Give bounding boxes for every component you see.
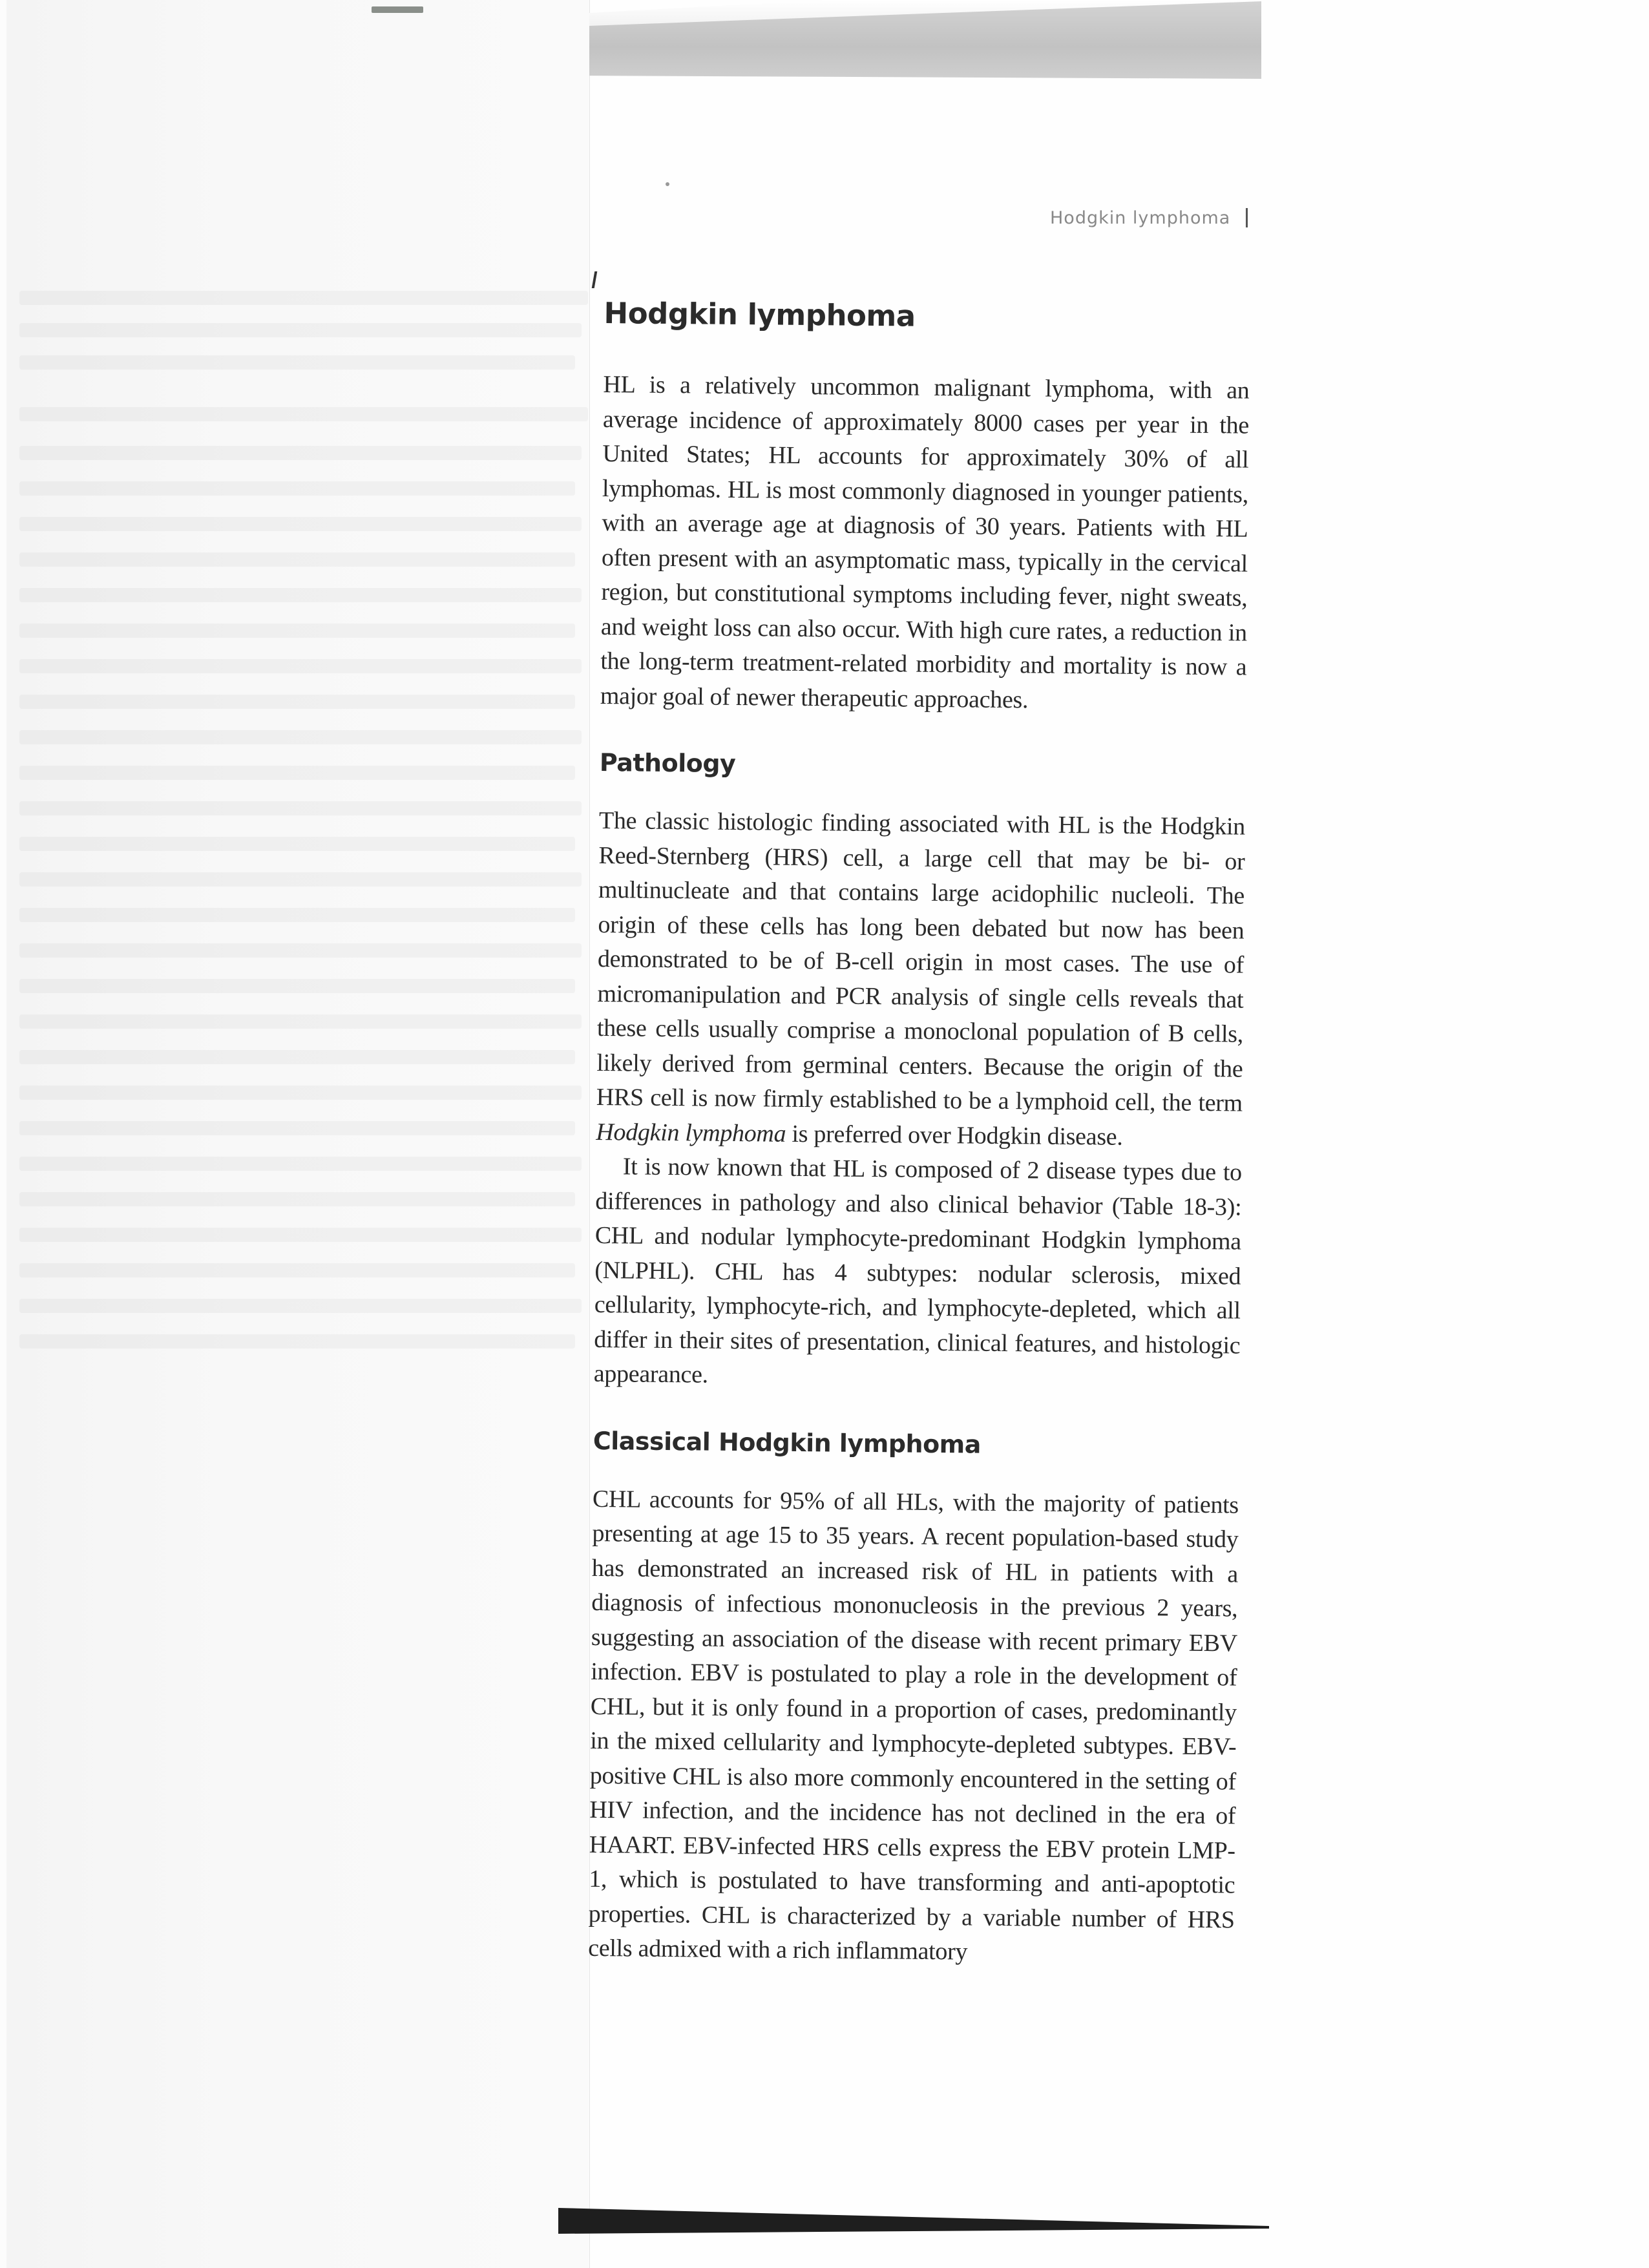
faded-text-line xyxy=(19,695,575,709)
faded-text-line xyxy=(19,1157,582,1171)
text-column xyxy=(588,284,1250,1972)
faded-text-line xyxy=(19,481,575,496)
faded-text-line xyxy=(19,1014,582,1029)
pathology-text-1b: is preferred over Hodgkin disease. xyxy=(786,1120,1123,1151)
faded-text-line xyxy=(19,1086,582,1100)
faded-text-line xyxy=(19,837,575,851)
faded-text-line xyxy=(19,1299,582,1313)
section-heading-pathology: Pathology xyxy=(599,748,736,778)
intro-paragraph: HL is a relatively uncommon malignant lymphoma, with an average incidence of approximately 8000 cases per year in the United States; HL accounts for approximately 30% of all lymphomas. HL is most commonly diagnosed in younger patients, with an average age at diagnosis of 30 years. Patients with HL often present with an asymptomatic mass, typically in the cervical region, but constitutional symptoms including fever, night sweats, and weight loss can also occur. With high cure rates, a reduction in the long-term treatment-related morbidity and mortality is now a major goal of newer therapeutic approaches. xyxy=(600,370,1250,713)
faded-text-line xyxy=(19,659,582,673)
classical-hl-paragraph: CHL accounts for 95% of all HLs, with the majority of patients presenting at age 15 to 35 years. A recent population-based study has demonstrated an increased risk of HL in patients with a diagnosis of infectious mononucleosis in the previous 2 years, suggesting an association of the disease with recent primary EBV infection. EBV is postulated to play a role in the development of CHL, but it is only found in a proportion of cases, predominantly in the mixed cellularity and lymphocyte-depleted subtypes. EBV-positive CHL is also more commonly encountered in the setting of HIV infection, and the incidence has not declined in the era of HAART. EBV-infected HRS cells express the EBV protein LMP-1, which is postulated to have transforming and anti-apoptotic properties. CHL is characterized by a variable number of HRS cells admixed with a rich inflammatory xyxy=(588,1485,1239,1966)
faded-text-line xyxy=(19,1050,575,1064)
faded-text-line xyxy=(19,1228,582,1242)
pathology-paragraph-2: It is now known that HL is composed of 2 disease types due to differences in pathology and also clinical behavior (Table 18-3): CHL and nodular lymphocyte-predominant Hodgkin lymphoma (NLPHL). CHL has 4 subtypes: nodular sclerosis, mixed cellularity, lymphocyte-rich, and lymphocyte-depleted, which all differ in their sites of presentation, clinical features, and histologic appearance. xyxy=(593,1153,1243,1389)
faded-text-line xyxy=(19,291,588,305)
running-head xyxy=(1050,208,1248,228)
pathology-paragraph-1 xyxy=(596,804,1245,1156)
running-head-text: Hodgkin lymphoma xyxy=(1050,208,1231,228)
chapter-title: Hodgkin lymphoma xyxy=(604,295,916,333)
faded-text-line xyxy=(19,766,575,780)
faded-text-line xyxy=(19,407,588,421)
faded-text-line xyxy=(19,979,575,993)
faded-text-line xyxy=(19,872,582,887)
faded-text-line xyxy=(19,323,582,337)
binder-clip-mark xyxy=(372,6,423,13)
faded-text-line xyxy=(19,908,575,922)
faded-text-line xyxy=(19,730,582,744)
faded-text-line xyxy=(19,943,582,958)
section-heading-classical-hl: Classical Hodgkin lymphoma xyxy=(593,1426,982,1459)
running-head-rule xyxy=(1246,208,1248,227)
faded-text-line xyxy=(19,1121,575,1135)
faded-text-line xyxy=(19,1263,575,1277)
faded-text-line xyxy=(19,1334,575,1349)
pathology-italic-term: Hodgkin lymphoma xyxy=(596,1118,786,1148)
faded-text-line xyxy=(19,446,582,460)
pathology-text-1a: The classic histologic finding associated with HL is the Hodgkin Reed-Sternberg (HRS) cell, a large cell that may be bi- or multinucleate and that contains large acidophilic nucleoli. The origin of these cells has long been debated but now has been demonstrated to be of B-cell origin in most cases. The use of micromanipulation and PCR analysis of single cells reveals that these cells usually comprise a monoclonal population of B cells, likely derived from germinal centers. Because the origin of the HRS cell is now firmly established to be a lymphoid cell, the term xyxy=(596,806,1246,1117)
left-facing-page-bleedthrough xyxy=(6,0,591,2268)
faded-text-line xyxy=(19,552,575,567)
stray-dot xyxy=(666,182,669,186)
faded-text-line xyxy=(19,801,582,815)
faded-text-line xyxy=(19,624,575,638)
faded-text-line xyxy=(19,588,582,602)
faded-text-line xyxy=(19,355,575,370)
faded-text-line xyxy=(19,517,582,531)
faded-text-line xyxy=(19,1192,575,1206)
